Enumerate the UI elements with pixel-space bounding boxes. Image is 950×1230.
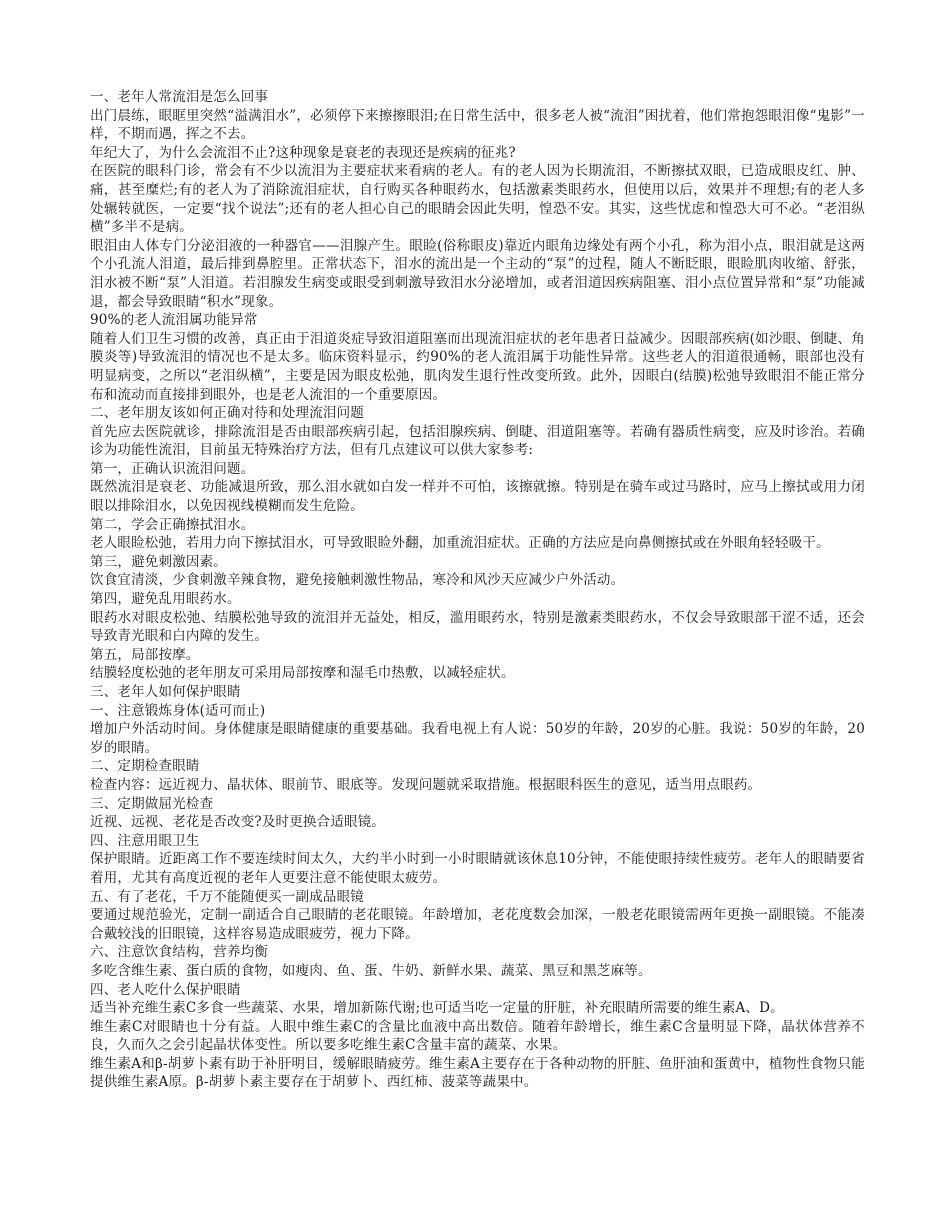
section-heading-4: 四、老人吃什么保护眼睛 xyxy=(90,981,241,998)
section-heading-2: 二、老年朋友该如何正确对待和处理流泪问题 xyxy=(90,405,364,422)
paragraph: 眼泪由人体专门分泌泪液的一种器官——泪腺产生。眼睑(俗称眼皮)靠近内眼角边缘处有两个小孔，称为泪小点，眼泪就是这两个小孔流人泪道，最后排到鼻腔里。正常状态下，泪水的流出是一个主动的“泵”的过程，随人不断眨眼，眼睑肌肉收缩、舒张，泪水被不断“泵”人泪道。若泪腺发生病变或眼受到刺激导致泪水分泌增加，或者泪道因疾病阻塞、泪小点位置异常和“泵”功能减退，都会导致眼睛“积水”现象。 xyxy=(90,237,865,310)
section-heading-1: 一、老年人常流泪是怎么回事 xyxy=(90,89,269,105)
paragraph: 结膜轻度松弛的老年朋友可采用局部按摩和湿毛巾热敷，以减轻症状。 xyxy=(90,665,515,682)
paragraph: 老人眼睑松弛，若用力向下擦拭泪水，可导致眼睑外翻，加重流泪症状。正确的方法应是向鼻侧擦拭或在外眼角轻轻吸干。 xyxy=(90,535,830,552)
paragraph: 增加户外活动时间。身体健康是眼睛健康的重要基础。我看电视上有人说：50岁的年龄，20岁的心脏。我说：50岁的年龄，20岁的眼睛。 xyxy=(90,721,865,756)
paragraph: 年纪大了，为什么会流泪不止?这种现象是衰老的表现还是疾病的征兆? xyxy=(90,144,516,161)
subheading: 第四，避免乱用眼药水。 xyxy=(90,591,241,608)
paragraph: 近视、远视、老花是否改变?及时更换合适眼镜。 xyxy=(90,814,386,831)
paragraph: 检查内容：远近视力、晶状体、眼前节、眼底等。发现问题就采取措施。根据眼科医生的意见，适当用点眼药。 xyxy=(90,776,762,793)
paragraph: 饮食宜清淡，少食刺激辛辣食物，避免接触刺激性物品，寒冷和风沙天应减少户外活动。 xyxy=(90,572,625,589)
subheading: 第三，避免刺激因素。 xyxy=(90,553,227,570)
paragraph: 既然流泪是衰老、功能减退所致，那么泪水就如白发一样并不可怕，该擦就擦。特别是在骑车或过马路时，应马上擦拭或用力闭眼以排除泪水，以免因视线模糊而发生危险。 xyxy=(90,479,865,515)
subheading: 一、注意锻炼身体(适可而止) xyxy=(90,702,266,719)
subheading: 90%的老人流泪属功能异常 xyxy=(90,312,258,329)
subheading: 第一，正确认识流泪问题。 xyxy=(90,460,255,477)
paragraph: 维生素C对眼睛也十分有益。人眼中维生素C的含量比血液中高出数倍。随着年龄增长，维生素C含量明显下降，晶状体营养不良，久而久之会引起晶状体变性。所以要多吃维生素C含量丰富的蔬菜、水果。 xyxy=(90,1018,865,1054)
paragraph: 首先应去医院就诊，排除流泪是否由眼部疾病引起，包括泪腺疾病、倒睫、泪道阻塞等。若确有器质性病变，应及时诊治。若确诊为功能性流泪，目前虽无特殊治疗方法，但有几点建议可以供大家参考: xyxy=(90,423,865,459)
paragraph: 随着人们卫生习惯的改善，真正由于泪道炎症导致泪道阻塞而出现流泪症状的老年患者日益减少。因眼部疾病(如沙眼、倒睫、角膜炎等)导致流泪的情况也不是太多。临床资料显示，约90%的老人流泪属于功能性异常。这些老人的泪道很通畅，眼部也没有明显病变，之所以“老泪纵横”，主要是因为眼皮松弛，肌肉发生退行性改变所致。此外，因眼白(结膜)松弛导致眼泪不能正常分布和流动而直接排到眼外，也是老人流泪的一个重要原因。 xyxy=(90,330,865,403)
subheading: 第五，局部按摩。 xyxy=(90,646,200,663)
subheading: 二、定期检查眼睛 xyxy=(90,758,200,775)
subheading: 五、有了老花，千万不能随便买一副成品眼镜 xyxy=(90,888,364,905)
subheading: 第二，学会正确擦拭泪水。 xyxy=(90,516,255,533)
section-heading-3: 三、老年人如何保护眼睛 xyxy=(90,684,241,700)
subheading: 六、注意饮食结构，营养均衡 xyxy=(90,944,269,961)
paragraph: 要通过规范验光，定制一副适合自己眼睛的老花眼镜。年龄增加，老花度数会加深，一般老花眼镜需两年更换一副眼镜。不能凑合戴较浅的旧眼镜，这样容易造成眼疲劳，视力下降。 xyxy=(90,907,865,942)
paragraph: 适当补充维生素C多食一些蔬菜、水果，增加新陈代谢;也可适当吃一定量的肝脏，补充眼睛所需要的维生素A、D。 xyxy=(90,1000,784,1017)
paragraph: 保护眼睛。近距离工作不要连续时间太久，大约半小时到一小时眼睛就该休息10分钟，不能使眼持续性疲劳。老年人的眼睛要省着用，尤其有高度近视的老年人更要注意不能使眼太疲劳。 xyxy=(90,851,865,886)
paragraph: 出门晨练，眼眶里突然“溢满泪水”，必须停下来擦擦眼泪;在日常生活中，很多老人被“流泪”困扰着，他们常抱怨眼泪像“鬼影”一样，不期而遇，挥之不去。 xyxy=(90,107,865,143)
paragraph: 多吃含维生素、蛋白质的食物，如瘦肉、鱼、蛋、牛奶、新鲜水果、蔬菜、黑豆和黑芝麻等。 xyxy=(90,962,652,979)
document-body xyxy=(90,88,865,1092)
subheading: 四、注意用眼卫生 xyxy=(90,832,200,849)
paragraph: 在医院的眼科门诊，常会有不少以流泪为主要症状来看病的老人。有的老人因为长期流泪，不断擦拭双眼，已造成眼皮红、肿、痛，甚至糜烂;有的老人为了消除流泪症状，自行购买各种眼药水，包括激素类眼药水，但使用以后，效果并不理想;有的老人多处辗转就医，一定要“找个说法”;还有的老人担心自己的眼睛会因此失明，惶恐不安。其实，这些忧虑和惶恐大可不必。“老泪纵横”多半不是病。 xyxy=(90,163,865,236)
subheading: 三、定期做屈光检查 xyxy=(90,795,214,812)
paragraph: 眼药水对眼皮松弛、结膜松弛导致的流泪并无益处，相反，滥用眼药水，特别是激素类眼药水，不仅会导致眼部干涩不适，还会导致青光眼和白内障的发生。 xyxy=(90,609,865,645)
paragraph: 维生素A和β-胡萝卜素有助于补肝明目，缓解眼睛疲劳。维生素A主要存在于各种动物的肝脏、鱼肝油和蛋黄中，植物性食物只能提供维生素A原。β-胡萝卜素主要存在于胡萝卜、西红柿、菠菜等蔬果中。 xyxy=(90,1055,865,1091)
